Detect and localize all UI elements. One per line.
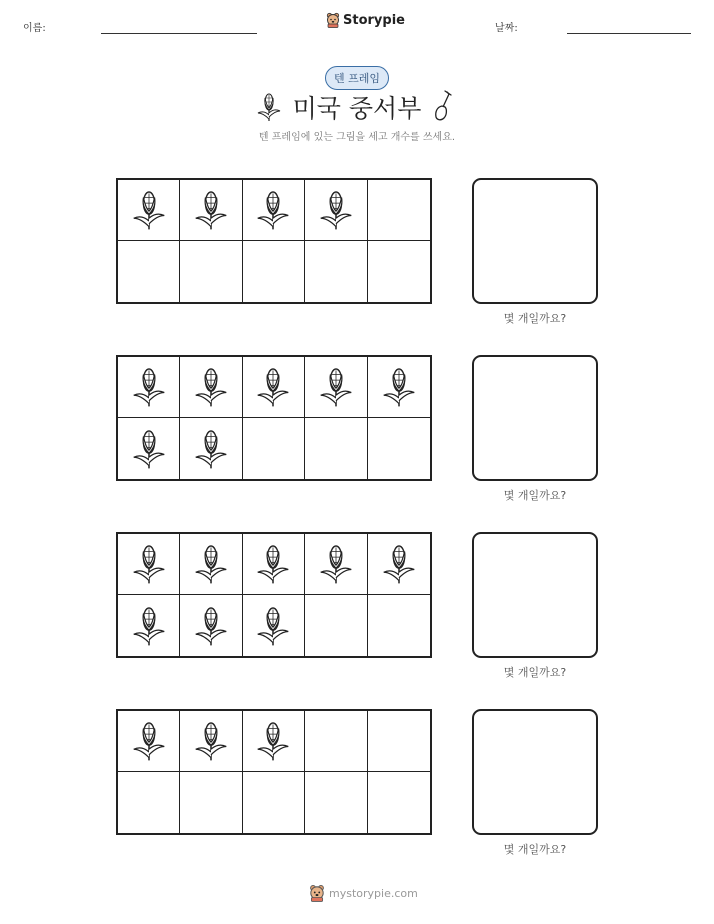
corn-icon [193,365,229,409]
corn-icon [131,542,167,586]
frame-cell [243,772,305,833]
ten-frame [116,709,432,835]
corn-icon [318,365,354,409]
frame-cell [368,534,430,595]
ten-frame [116,355,432,481]
frame-cell [243,241,305,302]
corn-icon [131,188,167,232]
corn-icon [381,542,417,586]
frame-cell [305,772,367,833]
corn-icon [193,719,229,763]
corn-icon [193,542,229,586]
question-label: 몇 개일까요? [503,312,567,325]
frame-cell [180,772,242,833]
frame-cell [243,357,305,418]
frame-cell [243,418,305,479]
frame-cell [368,595,430,656]
frame-cell [305,711,367,772]
name-line [101,33,257,34]
frame-cell [368,711,430,772]
frame-cell [118,418,180,479]
frame-cell [305,180,367,241]
frame-cell [118,180,180,241]
frame-cell [368,772,430,833]
frame-cell [368,241,430,302]
frame-cell [243,180,305,241]
corn-icon [255,188,291,232]
corn-icon [131,719,167,763]
ten-frame [116,178,432,304]
frame-cell [118,595,180,656]
corn-icon [193,188,229,232]
date-label: 날짜: [495,23,518,34]
frame-cell [368,418,430,479]
frame-cell [180,711,242,772]
frame-cell [243,711,305,772]
corn-icon [255,604,291,648]
brand-name: Storypie [343,12,405,28]
frame-cell [118,534,180,595]
instruction-text: 텐 프레임에 있는 그림을 세고 개수를 쓰세요. [258,132,456,143]
corn-icon [318,542,354,586]
mascot-icon [309,884,325,902]
answer-box[interactable] [472,709,598,835]
question-label: 몇 개일까요? [503,666,567,679]
corn-icon [255,542,291,586]
corn-icon [193,604,229,648]
frame-cell [118,772,180,833]
frame-cell [118,357,180,418]
frame-cell [180,595,242,656]
ten-frame [116,532,432,658]
answer-box[interactable] [472,532,598,658]
shovel-icon [434,90,454,122]
brand-logo [326,12,405,28]
corn-icon [131,604,167,648]
frame-cell [305,534,367,595]
corn-icon [193,427,229,471]
topic-tag: 텐 프레임 [325,66,389,90]
frame-cell [305,595,367,656]
name-label: 이름: [23,23,46,34]
frame-cell [180,241,242,302]
corn-icon [131,427,167,471]
page-title: 미국 중서부 [292,94,422,123]
corn-icon [131,365,167,409]
frame-cell [118,241,180,302]
corn-icon [318,188,354,232]
footer [309,884,418,902]
frame-cell [305,241,367,302]
frame-cell [180,180,242,241]
frame-cell [118,711,180,772]
date-line [567,33,691,34]
frame-cell [305,418,367,479]
frame-cell [368,180,430,241]
mascot-icon [326,12,340,28]
corn-icon [255,719,291,763]
question-label: 몇 개일까요? [503,843,567,856]
frame-cell [305,357,367,418]
answer-box[interactable] [472,178,598,304]
corn-icon [255,365,291,409]
frame-cell [180,418,242,479]
corn-icon [381,365,417,409]
footer-url: mystorypie.com [329,886,418,900]
frame-cell [180,534,242,595]
question-label: 몇 개일까요? [503,489,567,502]
frame-cell [243,595,305,656]
frame-cell [368,357,430,418]
frame-cell [180,357,242,418]
frame-cell [243,534,305,595]
answer-box[interactable] [472,355,598,481]
